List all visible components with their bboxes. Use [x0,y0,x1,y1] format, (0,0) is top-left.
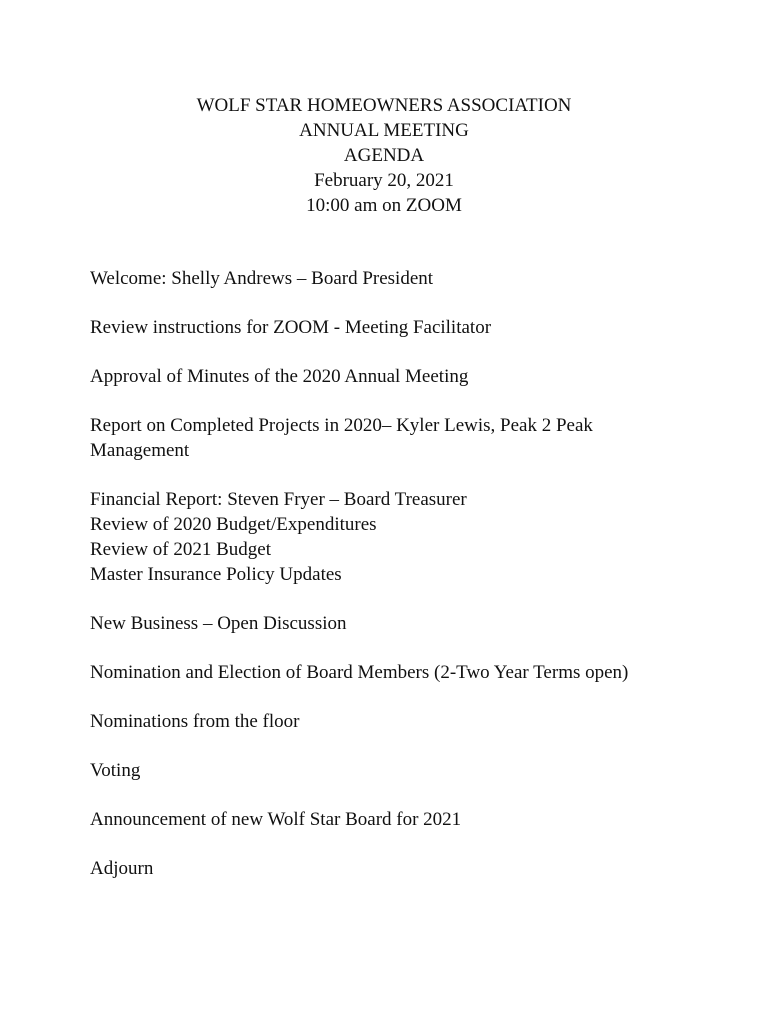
agenda-subitem-insurance: Master Insurance Policy Updates [90,564,342,585]
agenda-item-voting: Voting [90,760,141,781]
agenda-list [90,266,730,881]
agenda-header [0,93,768,218]
agenda-item-zoom-instructions: Review instructions for ZOOM - Meeting Facilitator [90,317,492,338]
document-type: AGENDA [343,145,425,166]
agenda-item-welcome: Welcome: Shelly Andrews – Board President [90,268,434,289]
agenda-item-new-business: New Business – Open Discussion [90,613,347,634]
agenda-item-projects-report: Report on Completed Projects in 2020– Kyler Lewis, Peak 2 Peak Management [90,415,593,461]
meeting-time-location: 10:00 am on ZOOM [306,195,462,216]
agenda-item-election: Nomination and Election of Board Members (2-Two Year Terms open) [90,662,629,683]
organization-name: WOLF STAR HOMEOWNERS ASSOCIATION [196,95,572,116]
agenda-subitem-budget-2021: Review of 2021 Budget [90,539,272,560]
agenda-item-announcement: Announcement of new Wolf Star Board for 2021 [90,809,462,830]
agenda-item-financial-report: Financial Report: Steven Fryer – Board Treasurer [90,489,467,510]
meeting-title: ANNUAL MEETING [299,120,469,141]
meeting-date: February 20, 2021 [314,170,454,191]
agenda-item-minutes-approval: Approval of Minutes of the 2020 Annual Meeting [90,366,469,387]
agenda-item-floor-nominations: Nominations from the floor [90,711,300,732]
agenda-subitem-budget-2020: Review of 2020 Budget/Expenditures [90,514,377,535]
agenda-item-adjourn: Adjourn [90,858,154,879]
